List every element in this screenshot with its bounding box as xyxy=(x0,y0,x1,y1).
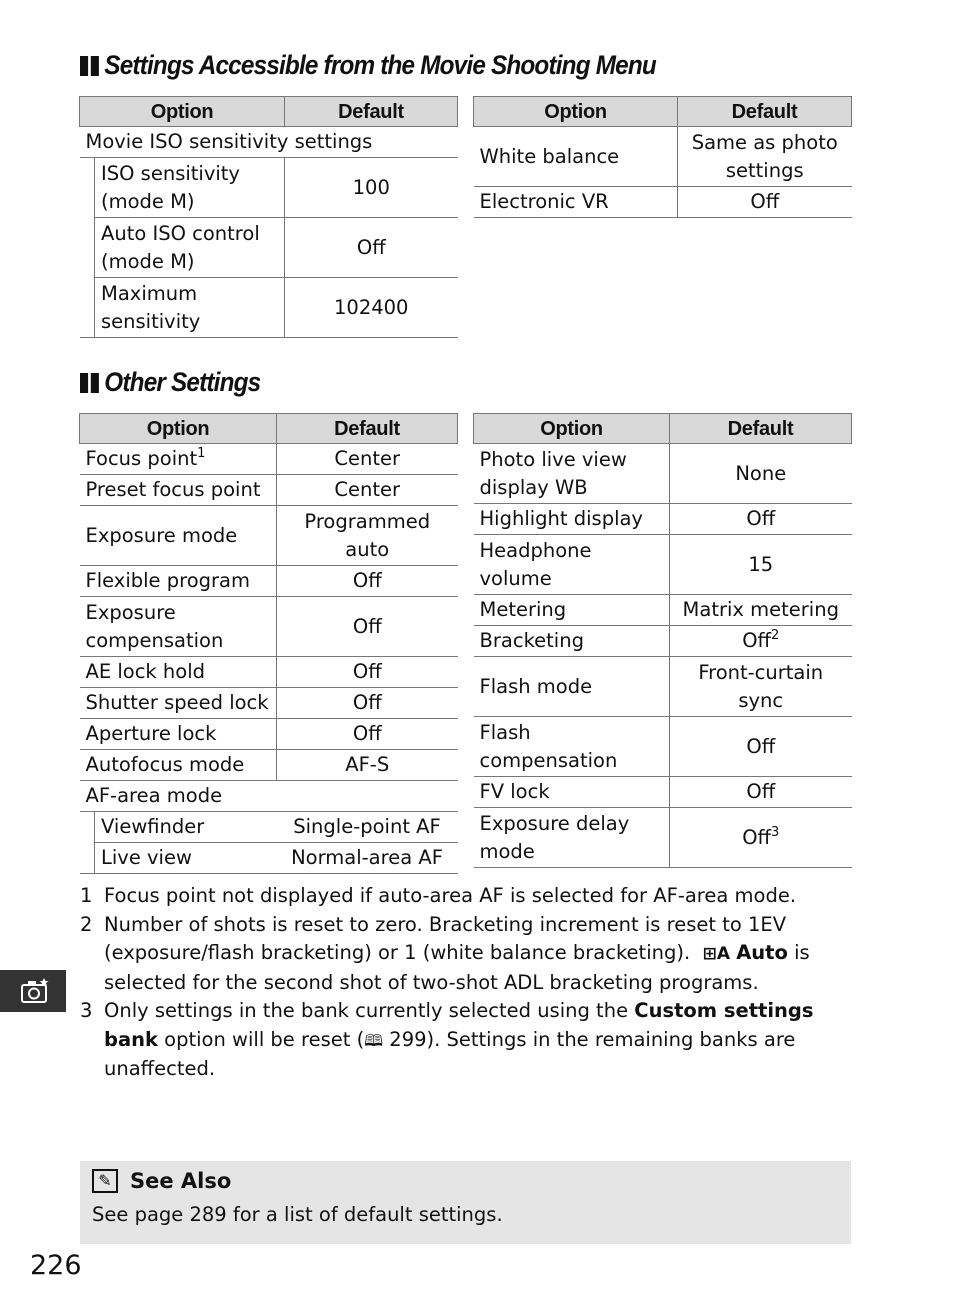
footnote-ref: 2 xyxy=(771,628,780,643)
footnote-text-part: ). Settings in the remaining banks are unaffected. xyxy=(104,1027,796,1080)
footnote-text-part: option will be reset ( xyxy=(164,1027,365,1051)
option-text: Focus point xyxy=(85,447,198,470)
footnote-bold: Auto xyxy=(736,941,788,964)
section-marker-icon xyxy=(80,373,99,393)
footnote-1 xyxy=(80,882,840,911)
footnote-number: 2 xyxy=(80,912,93,936)
default-cell: Off xyxy=(277,719,458,750)
default-cell: AF-S xyxy=(277,750,458,781)
footnote-text-part: Number of shots is reset to zero. Bracketing increment is reset to 1EV (exposure/flash bracketing) or 1 (white balance bracketing). xyxy=(104,912,787,964)
footnote-text xyxy=(104,911,840,998)
camera-reset-icon xyxy=(20,977,50,1005)
indent-spacer xyxy=(80,158,95,338)
option-cell: Electronic VR xyxy=(474,187,678,218)
option-cell: Flexible program xyxy=(80,566,277,597)
option-cell: Aperture lock xyxy=(80,719,277,750)
default-cell: Matrix metering xyxy=(670,595,852,626)
footnote-text xyxy=(104,997,840,1084)
option-cell: Exposure delay mode xyxy=(474,808,670,868)
footnote-3 xyxy=(80,997,840,1084)
default-cell: Center xyxy=(277,475,458,506)
default-cell: Off xyxy=(670,504,852,535)
footnote-2 xyxy=(80,911,840,998)
option-cell: Highlight display xyxy=(474,504,670,535)
default-cell: 15 xyxy=(670,535,852,595)
col-header-option: Option xyxy=(80,414,277,444)
option-cell: Viewfinder xyxy=(95,812,277,843)
default-cell: 102400 xyxy=(285,278,458,338)
page-ref[interactable]: 299 xyxy=(389,1027,427,1051)
default-cell: Off xyxy=(277,688,458,719)
default-cell: Same as photo settings xyxy=(678,127,852,187)
option-cell: White balance xyxy=(474,127,678,187)
col-header-default: Default xyxy=(277,414,458,444)
default-cell xyxy=(670,626,852,657)
movie-settings-table-left xyxy=(79,96,458,338)
option-cell: Bracketing xyxy=(474,626,670,657)
col-header-option: Option xyxy=(474,97,678,127)
see-also-body: See page 289 for a list of default settings. xyxy=(92,1203,503,1226)
default-cell: Off xyxy=(678,187,852,218)
other-settings-table-left xyxy=(79,413,458,874)
option-cell: Maximum sensitivity xyxy=(95,278,285,338)
section-title-movie-menu xyxy=(80,50,656,81)
default-cell: Front-curtain sync xyxy=(670,657,852,717)
default-cell: Off xyxy=(277,657,458,688)
default-cell: Off xyxy=(277,597,458,657)
default-cell: None xyxy=(670,444,852,504)
option-cell: Headphone volume xyxy=(474,535,670,595)
footnotes xyxy=(80,882,840,1084)
col-header-option: Option xyxy=(474,414,670,444)
option-cell: Photo live view display WB xyxy=(474,444,670,504)
option-cell: Exposure compensation xyxy=(80,597,277,657)
default-cell: Single-point AF xyxy=(277,812,458,843)
default-cell: Off xyxy=(277,566,458,597)
section-marker-icon xyxy=(80,56,99,76)
default-cell: Off xyxy=(285,218,458,278)
pencil-icon: ✎ xyxy=(92,1169,118,1193)
page-number: 226 xyxy=(30,1250,82,1281)
option-cell: Autofocus mode xyxy=(80,750,277,781)
default-cell: Off xyxy=(670,717,852,777)
option-cell: Shutter speed lock xyxy=(80,688,277,719)
section-title-text: Settings Accessible from the Movie Shooting Menu xyxy=(104,50,656,80)
default-cell: Center xyxy=(277,444,458,475)
footnote-number: 3 xyxy=(80,999,93,1022)
other-settings-table-right xyxy=(473,413,852,868)
footnote-number: 1 xyxy=(80,884,93,907)
option-cell: ISO sensitivity (mode M) xyxy=(95,158,285,218)
option-cell: FV lock xyxy=(474,777,670,808)
see-also-box xyxy=(80,1161,851,1244)
adl-icon: ⊞A xyxy=(702,944,730,964)
group-label: AF-area mode xyxy=(80,781,458,812)
movie-settings-table-right xyxy=(473,96,852,218)
default-cell xyxy=(670,808,852,868)
option-cell: Preset focus point xyxy=(80,475,277,506)
option-cell: Auto ISO control (mode M) xyxy=(95,218,285,278)
chapter-tab[interactable] xyxy=(0,970,66,1012)
col-header-option: Option xyxy=(80,97,285,127)
option-cell: Live view xyxy=(95,843,277,874)
footnote-text: Focus point not displayed if auto-area AF is selected for AF-area mode. xyxy=(104,884,797,907)
option-cell: Metering xyxy=(474,595,670,626)
option-cell: AE lock hold xyxy=(80,657,277,688)
footnote-text-part: is selected for the second shot of two-shot ADL bracketing programs. xyxy=(104,941,810,994)
col-header-default: Default xyxy=(285,97,458,127)
section-title-text: Other Settings xyxy=(104,367,261,397)
option-cell: Exposure mode xyxy=(80,506,277,566)
footnote-ref: 3 xyxy=(771,824,780,840)
default-cell: Off xyxy=(670,777,852,808)
col-header-default: Default xyxy=(678,97,852,127)
group-label: Movie ISO sensitivity settings xyxy=(80,127,458,158)
see-also-header xyxy=(92,1169,231,1193)
default-cell: Normal-area AF xyxy=(277,843,458,874)
option-cell: Flash mode xyxy=(474,657,670,717)
default-text: Off xyxy=(742,629,771,652)
footnote-text-part: Only settings in the bank currently selected using the xyxy=(104,999,629,1022)
option-cell xyxy=(80,444,277,475)
footnote-bold: Custom settings bank xyxy=(104,999,814,1051)
book-icon: 🕮 xyxy=(364,1030,384,1050)
footnote-ref: 1 xyxy=(197,446,206,461)
indent-spacer xyxy=(80,812,95,874)
col-header-default: Default xyxy=(670,414,852,444)
option-cell: Flash compensation xyxy=(474,717,670,777)
see-also-title: See Also xyxy=(130,1169,232,1193)
section-title-other-settings xyxy=(80,367,260,398)
default-text: Off xyxy=(742,825,771,849)
default-cell: Programmed auto xyxy=(277,506,458,566)
default-cell: 100 xyxy=(285,158,458,218)
